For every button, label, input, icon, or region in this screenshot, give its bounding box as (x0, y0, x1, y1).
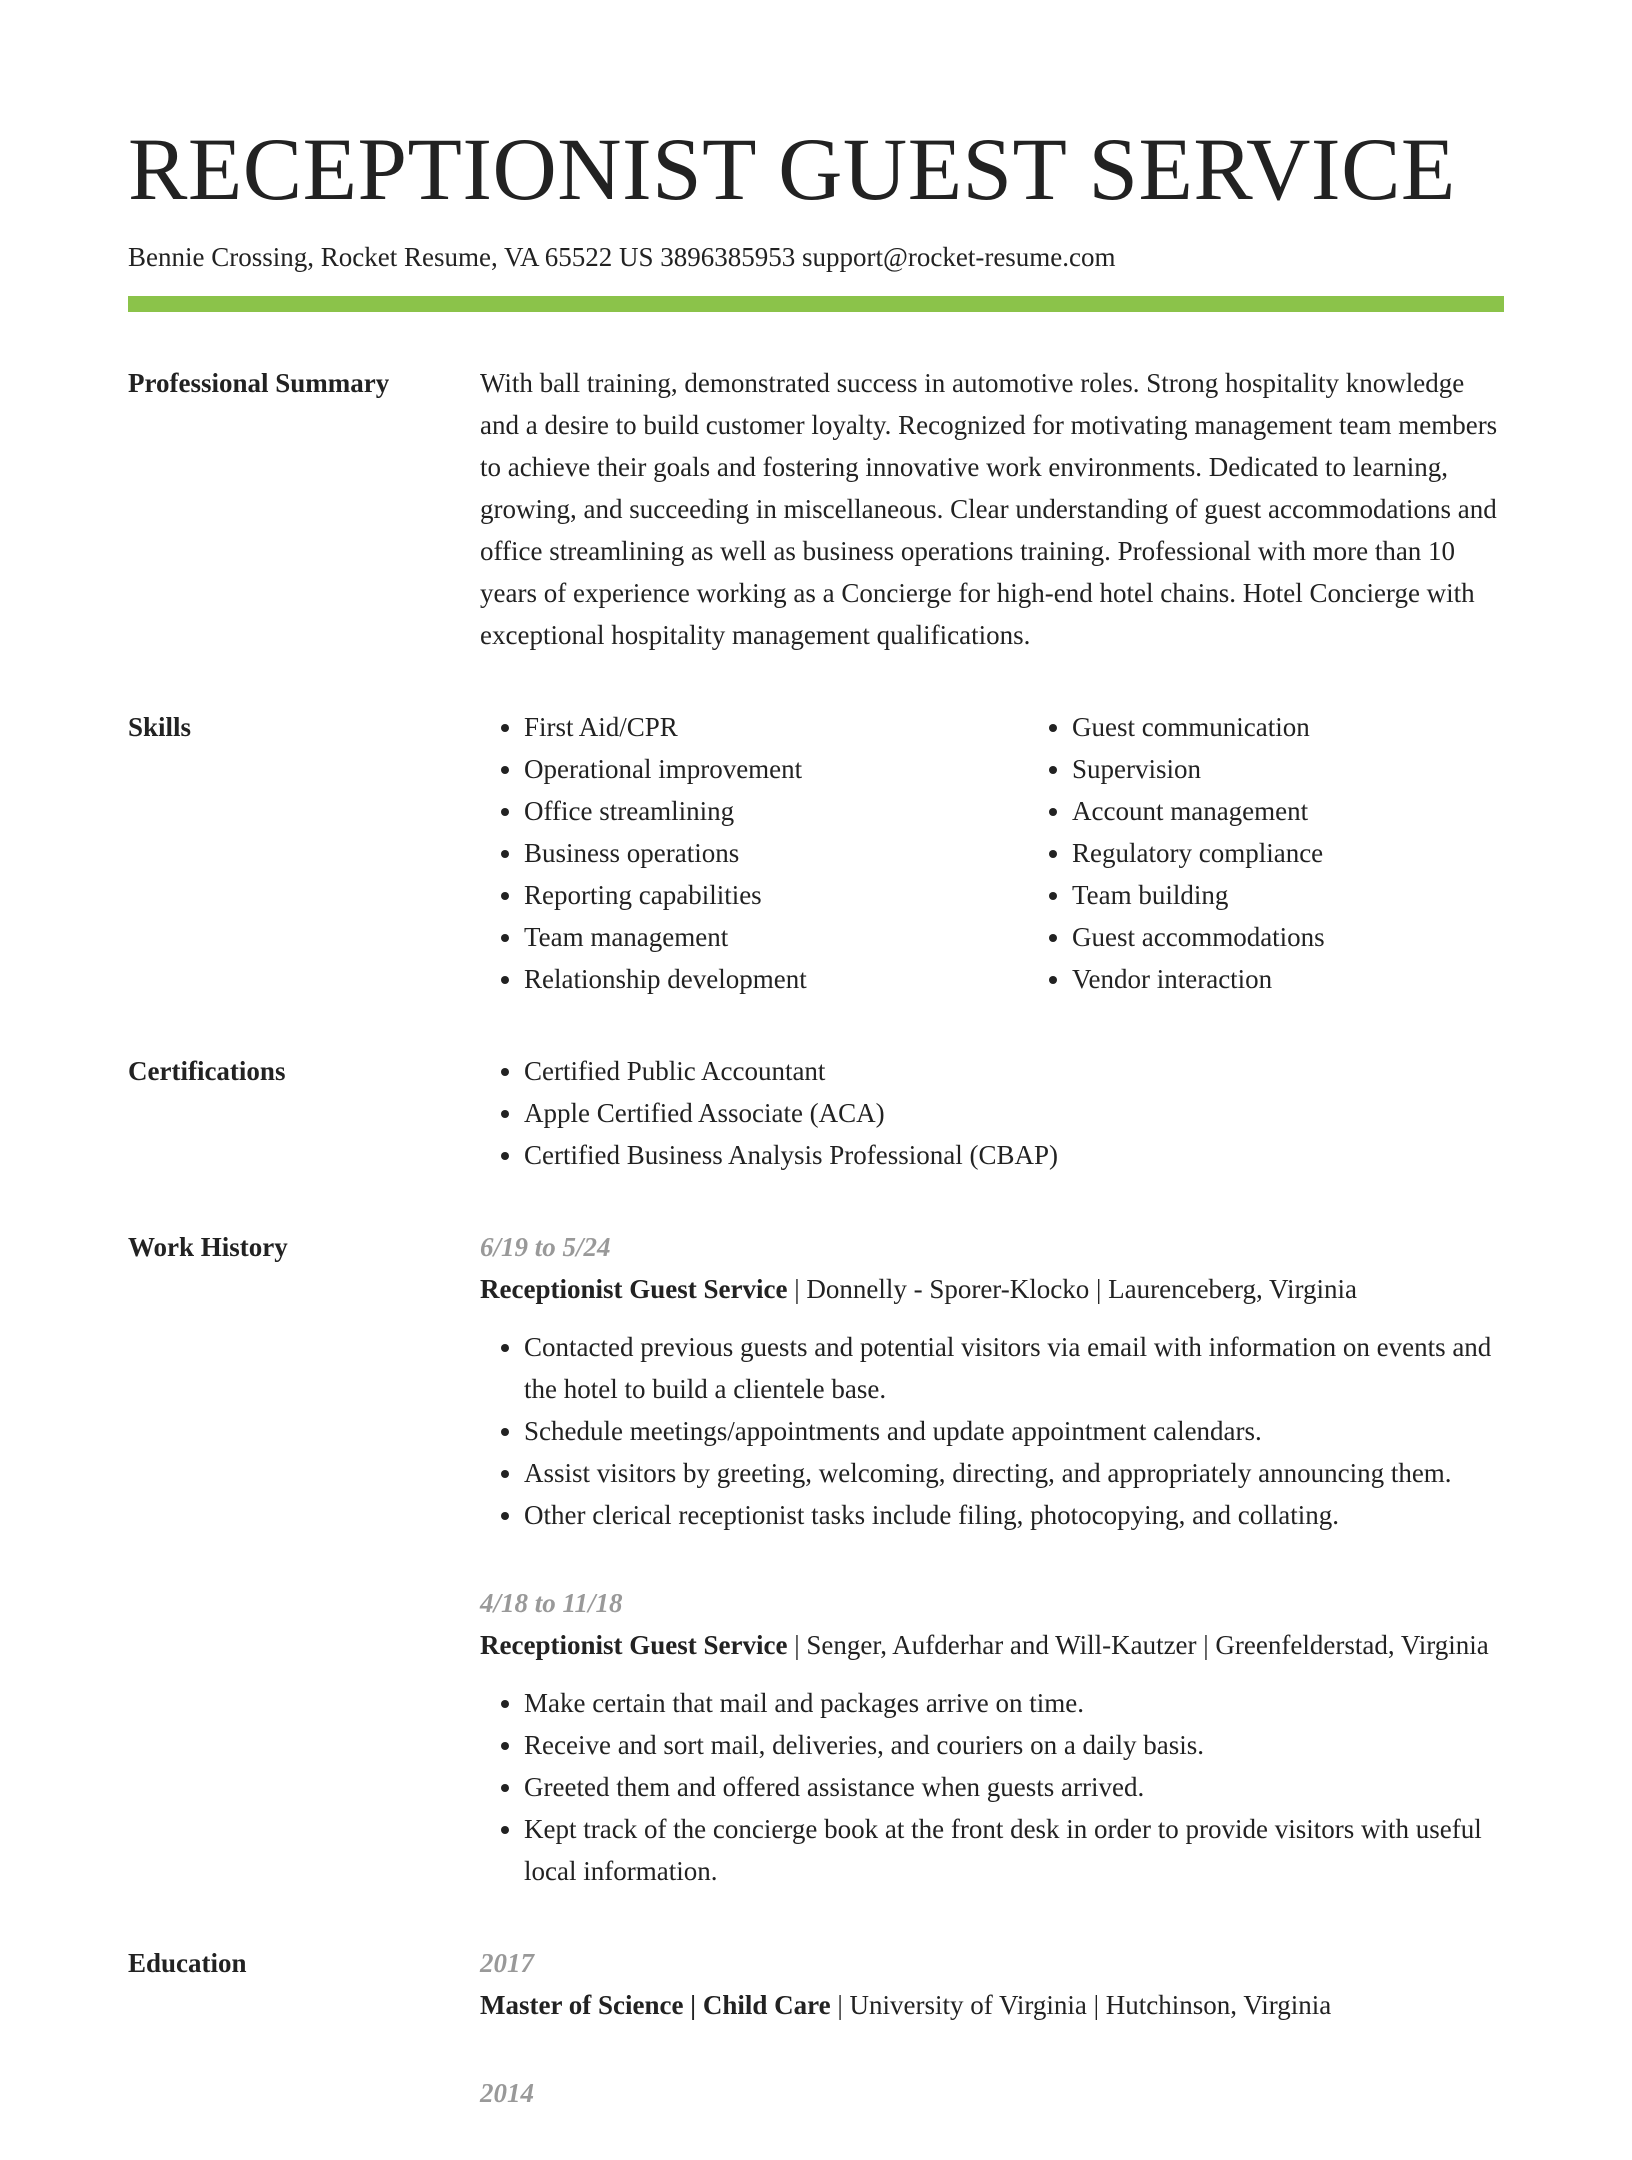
section-title: Certifications (128, 1056, 286, 1086)
skill-item: • Guest accommodations (1072, 916, 1576, 958)
skill-item: • Reporting capabilities (524, 874, 1028, 916)
certifications-list (480, 1050, 1504, 1176)
skill-item: • Guest communication (1072, 706, 1576, 748)
job-bullets (480, 1682, 1504, 1892)
education-entry (480, 1942, 1504, 2026)
skills-section (128, 706, 1504, 1000)
skill-item: • Office streamlining (524, 790, 1028, 832)
education-year: 2014 (480, 2078, 534, 2108)
job-role: Receptionist Guest Service (480, 1630, 788, 1660)
resume-page (128, 0, 1504, 2160)
work-history-section (128, 1226, 1504, 1892)
education-degree: Master of Science | Child Care (480, 1990, 831, 2020)
skill-item: • Vendor interaction (1072, 958, 1576, 1000)
job-bullets (480, 1326, 1504, 1536)
job-heading (480, 1624, 1504, 1666)
certification-item: • Apple Certified Associate (ACA) (524, 1092, 1504, 1134)
job-bullet: • Assist visitors by greeting, welcoming, directing, and appropriately announcing them. (524, 1452, 1504, 1494)
section-title: Professional Summary (128, 368, 390, 398)
skills-list-left (480, 706, 1028, 1000)
job-bullet: • Greeted them and offered assistance when guests arrived. (524, 1766, 1504, 1808)
section-title: Skills (128, 712, 192, 742)
job-bullet: • Contacted previous guests and potential visitors via email with information on events and the hotel to build a clientele base. (524, 1326, 1504, 1410)
education-year: 2017 (480, 1948, 534, 1978)
section-title: Work History (128, 1232, 288, 1262)
education-details: | University of Virginia | Hutchinson, Virginia (830, 1990, 1332, 2020)
skill-item: • First Aid/CPR (524, 706, 1028, 748)
job-entry (480, 1226, 1504, 1536)
job-entry (480, 1582, 1504, 1892)
education-section (128, 1942, 1504, 2160)
job-bullet: • Kept track of the concierge book at the front desk in order to provide visitors with useful local information. (524, 1808, 1504, 1892)
skill-item: • Regulatory compliance (1072, 832, 1576, 874)
job-dates: 4/18 to 11/18 (480, 1588, 623, 1618)
job-bullet: • Other clerical receptionist tasks include filing, photocopying, and collating. (524, 1494, 1504, 1536)
resume-name: RECEPTIONIST GUEST SERVICE (128, 121, 1456, 219)
job-heading (480, 1268, 1504, 1310)
skill-item: • Team management (524, 916, 1028, 958)
job-dates: 6/19 to 5/24 (480, 1232, 611, 1262)
skill-item: • Account management (1072, 790, 1576, 832)
job-bullet: • Schedule meetings/appointments and update appointment calendars. (524, 1410, 1504, 1452)
job-bullet: • Make certain that mail and packages arrive on time. (524, 1682, 1504, 1724)
job-bullet: • Receive and sort mail, deliveries, and couriers on a daily basis. (524, 1724, 1504, 1766)
skill-item: • Team building (1072, 874, 1576, 916)
education-entry (480, 2072, 1504, 2114)
job-details: | Donnelly - Sporer-Klocko | Laurenceberg, Virginia (787, 1274, 1357, 1304)
skill-item: • Business operations (524, 832, 1028, 874)
summary-text: With ball training, demonstrated success in automotive roles. Strong hospitality knowledge and a desire to build customer loyalty. Recognized for motivating management team members to achieve their goals and fostering innovative work environments. Dedicated to learning, growing, and succeeding in miscellaneous. Clear understanding of guest accommodations and office streamlining as well as business operations training. Professional with more than 10 years of experience working as a Concierge for high-end hotel chains. Hotel Concierge with exceptional hospitality management qualifications. (480, 368, 1498, 650)
skill-item: • Operational improvement (524, 748, 1028, 790)
job-details: | Senger, Aufderhar and Will-Kautzer | Greenfelderstad, Virginia (787, 1630, 1489, 1660)
job-role: Receptionist Guest Service (480, 1274, 788, 1304)
skill-item: • Relationship development (524, 958, 1028, 1000)
certifications-section (128, 1050, 1504, 1176)
section-title: Education (128, 1948, 247, 1978)
certification-item: • Certified Business Analysis Professional (CBAP) (524, 1134, 1504, 1176)
accent-rule (128, 296, 1504, 312)
summary-section (128, 362, 1504, 656)
skills-list-right (1028, 706, 1576, 1000)
contact-line: Bennie Crossing, Rocket Resume, VA 65522 US 3896385953 support@rocket-resume.com (128, 242, 1116, 272)
education-heading (480, 1984, 1504, 2026)
certification-item: • Certified Public Accountant (524, 1050, 1504, 1092)
skill-item: • Supervision (1072, 748, 1576, 790)
